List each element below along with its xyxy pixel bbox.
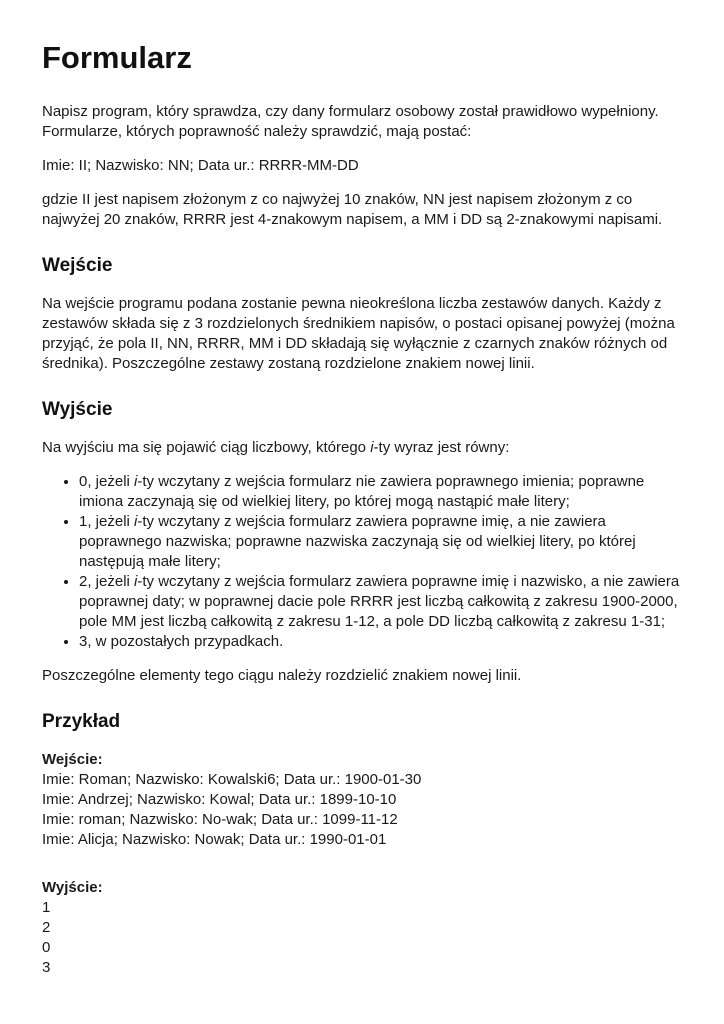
intro-paragraph: Napisz program, który sprawdza, czy dany formularz osobowy został prawidłowo wypełniony. Formularze, których poprawność należy sprawdzić, mają postać: [42,103,659,140]
list-item-italic: i [134,513,138,530]
output-intro-italic: i [370,439,374,456]
example-input-line: Imie: roman; Nazwisko: No-wak; Data ur.: 1099-11-12 [42,811,398,828]
input-heading: Wejście [42,255,113,276]
list-item [79,632,684,652]
list-item-text: 3, w pozostałych przypadkach. [79,633,284,650]
page-title: Formularz [42,40,192,75]
example-output-block [42,878,684,978]
output-intro-text: Na wyjściu ma się pojawić ciąg liczbowy, którego [42,439,371,456]
example-output-line: 3 [42,959,51,976]
list-item-italic: i [134,573,138,590]
example-heading: Przykład [42,711,121,732]
input-description: Na wejście programu podana zostanie pewna nieokreślona liczba zestawów danych. Każdy z zestawów składa się z 3 rozdzielonych średnikiem napisów, o postaci opisanej powyżej (można przyjąć, że pola II, NN, RRRR, MM i DD składają się wyłącznie z czarnych znaków różnych od średnika). Poszczególne zestawy zostaną rozdzielone znakiem nowej linii. [42,295,675,372]
example-input-line: Imie: Andrzej; Nazwisko: Kowal; Data ur.: 1899-10-10 [42,791,397,808]
example-input-line: Imie: Roman; Nazwisko: Kowalski6; Data ur.: 1900-01-30 [42,771,422,788]
list-item-text-end: -ty wczytany z wejścia formularz nie zawiera poprawnego imienia; poprawne imiona zaczynają się od wielkiej litery, po której mogą nastąpić małe litery; [79,473,645,510]
output-intro [42,438,684,458]
list-item-text: 2, jeżeli [79,573,135,590]
list-item [79,472,684,512]
example-input-label: Wejście: [42,751,103,768]
output-heading: Wyjście [42,399,113,420]
output-intro-text-end: -ty wyraz jest równy: [373,439,510,456]
example-output-line: 0 [42,939,51,956]
field-definition-paragraph: gdzie II jest napisem złożonym z co najwyżej 10 znaków, NN jest napisem złożonym z co najwyżej 20 znaków, RRRR jest 4-znakowym napisem, a MM i DD są 2-znakowymi napisami. [42,191,663,228]
example-output-label: Wyjście: [42,879,103,896]
list-item-text-end: -ty wczytany z wejścia formularz zawiera poprawne imię, a nie zawiera poprawnego nazwiska; poprawne nazwiska zaczynają się od wielkiej litery, po której następują małe litery; [79,513,636,570]
example-output-line: 1 [42,899,51,916]
form-format-line: Imie: II; Nazwisko: NN; Data ur.: RRRR-MM-DD [42,157,359,174]
output-rules-list [42,472,684,652]
list-item [79,572,684,632]
list-item-italic: i [134,473,138,490]
output-closing: Poszczególne elementy tego ciągu należy rozdzielić znakiem nowej linii. [42,667,522,684]
example-input-block [42,750,684,850]
list-item-text: 1, jeżeli [79,513,135,530]
list-item [79,512,684,572]
list-item-text: 0, jeżeli [79,473,135,490]
example-output-line: 2 [42,919,51,936]
example-input-line: Imie: Alicja; Nazwisko: Nowak; Data ur.: 1990-01-01 [42,831,387,848]
list-item-text-end: -ty wczytany z wejścia formularz zawiera poprawne imię i nazwisko, a nie zawiera poprawnej daty; w poprawnej dacie pole RRRR jest liczbą całkowitą z zakresu 1900-2000, pole MM jest liczbą całkowitą z zakresu 1-12, a pole DD liczbą całkowitą z zakresu 1-31; [79,573,680,630]
